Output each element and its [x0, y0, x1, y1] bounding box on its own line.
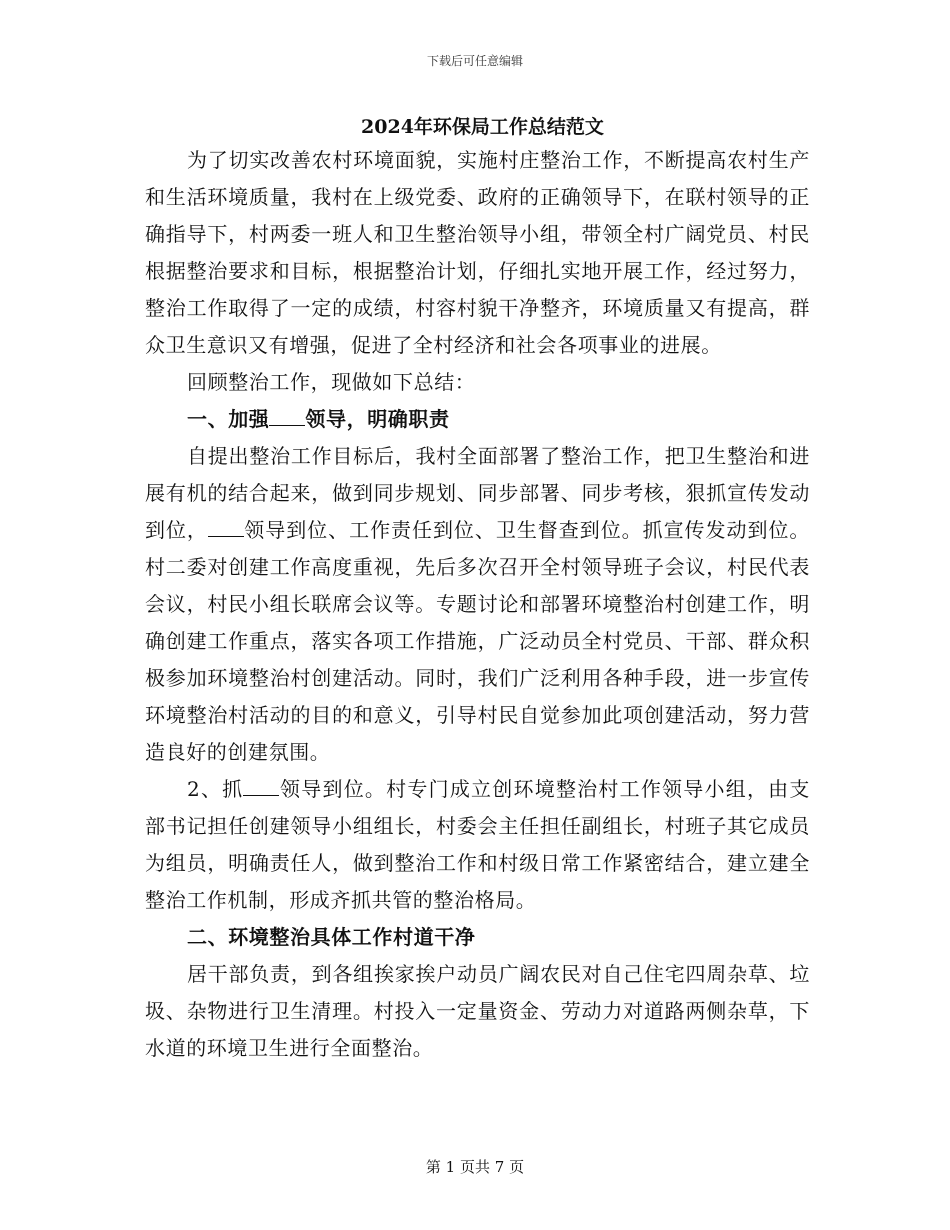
- document-body: [145, 112, 810, 1067]
- document-title: 2024年环保局工作总结范文: [361, 116, 604, 138]
- fill-in-blank: [208, 518, 244, 537]
- section-1-heading-pre: 一、加强: [187, 407, 270, 431]
- section-1-p1-part-a: 自提出整治工作目标后，我村全面部署了整治工作，把卫生整治和进展有机的结合起来，做到同步规划、同步部署、同步考核，狠抓宣传发动到位，: [145, 444, 810, 542]
- review-paragraph: 回顾整治工作，现做如下总结：: [187, 370, 476, 394]
- section-1-heading: [145, 401, 810, 438]
- fill-in-blank: [243, 777, 279, 796]
- section-1-paragraph-2: [145, 771, 810, 919]
- fill-in-blank: [269, 407, 305, 426]
- section-1-heading-post: 领导，明确职责: [305, 407, 450, 431]
- page-header: 下载后可任意编辑: [426, 54, 523, 68]
- section-1-p2-part-b: 领导到位。村专门成立创环境整治村工作领导小组，由支部书记担任创建领导小组组长，村委会主任担任副组长，村班子其它成员为组员，明确责任人，做到整治工作和村级日常工作紧密结合，建立建全整治工作机制，形成齐抓共管的整治格局。: [145, 777, 811, 912]
- section-1-paragraph-1: [145, 438, 810, 771]
- intro-paragraph: 为了切实改善农村环境面貌，实施村庄整治工作，不断提高农村生产和生活环境质量，我村在上级党委、政府的正确领导下，在联村领导的正确指导下，村两委一班人和卫生整治领导小组，带领全村广阔党员、村民根据整治要求和目标，根据整治计划，仔细扎实地开展工作，经过努力，整治工作取得了一定的成绩，村容村貌干净整齐，环境质量又有提高，群众卫生意识又有增强，促进了全村经济和社会各项事业的进展。: [145, 148, 810, 357]
- section-1-p1-part-b: 领导到位、工作责任到位、卫生督查到位。抓宣传发动到位。村二委对创建工作高度重视，先后多次召开全村领导班子会议，村民代表会议，村民小组长联席会议等。专题讨论和部署环境整治村创建工作，明确创建工作重点，落实各项工作措施，广泛动员全村党员、干部、群众积极参加环境整治村创建活动。同时，我们广泛利用各种手段，进一步宣传环境整治村活动的目的和意义，引导村民自觉参加此项创建活动，努力营造良好的创建氛围。: [145, 518, 810, 764]
- section-2-paragraph-1: 居干部负责，到各组挨家挨户动员广阔农民对自己住宅四周杂草、垃圾、杂物进行卫生清理。村投入一定量资金、劳动力对道路两侧杂草，下水道的环境卫生进行全面整治。: [145, 962, 810, 1060]
- page-footer: 第 1 页共 7 页: [425, 1158, 525, 1176]
- section-1-p2-part-a: 2、抓: [187, 777, 244, 801]
- section-2-heading: 二、环境整治具体工作村道干净: [187, 925, 476, 949]
